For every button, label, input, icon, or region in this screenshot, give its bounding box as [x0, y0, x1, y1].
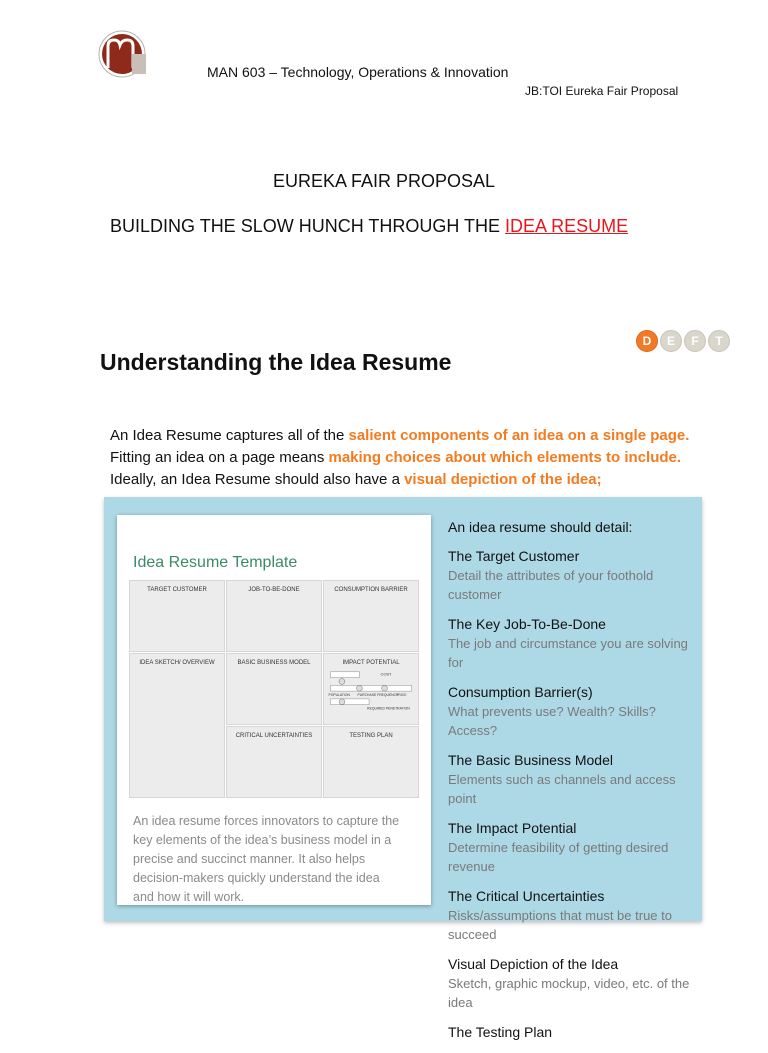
list-item — [448, 615, 698, 672]
list-item — [448, 547, 698, 604]
detail-list — [448, 547, 698, 1053]
item-title: The Impact Potential — [448, 820, 577, 836]
item-title: The Testing Plan — [448, 1024, 553, 1040]
para-text-4: ; — [596, 471, 602, 488]
cell-impact-potential — [323, 653, 419, 725]
impact-label-required-penetration: Required Penetration — [367, 706, 410, 711]
impact-diagram — [324, 666, 418, 724]
deft-badge-f: F — [684, 330, 706, 352]
item-title: The Key Job-To-Be-Done — [448, 616, 606, 632]
item-desc: What prevents use? Wealth? Skills? Access? — [448, 704, 656, 738]
impact-label-price: Price — [396, 692, 407, 697]
impact-label-cost: Cost — [380, 672, 392, 677]
deft-badge-e: E — [660, 330, 682, 352]
impact-label-population: Population — [328, 692, 350, 697]
para-text-1: An Idea Resume captures all of the — [110, 427, 349, 444]
template-description: An idea resume forces innovators to capture the key elements of the idea’s business model in a precise and succinct manner. It also helps decision-makers quickly understand the idea and how it will work. — [133, 814, 400, 904]
list-item — [448, 819, 698, 876]
cell-impact-potential-label: IMPACT POTENTIAL — [342, 660, 400, 666]
intro-paragraph — [110, 425, 710, 491]
cell-consumption-barrier: CONSUMPTION BARRIER — [323, 580, 419, 652]
proposal-subtitle — [110, 216, 628, 237]
item-desc: Risks/assumptions that must be true to succeed — [448, 908, 672, 942]
para-highlight-1: salient components of an idea on a single page. — [348, 427, 690, 444]
cell-target-customer: TARGET CUSTOMER — [129, 580, 225, 652]
list-item — [448, 887, 698, 944]
cell-idea-sketch: IDEA SKETCH/ OVERVIEW — [129, 653, 225, 798]
cell-job-to-be-done: JOB-TO-BE-DONE — [226, 580, 322, 652]
item-title: The Basic Business Model — [448, 752, 613, 768]
deft-badge-d: D — [636, 330, 658, 352]
item-title: The Critical Uncertainties — [448, 888, 605, 904]
item-title: Visual Depiction of the Idea — [448, 956, 619, 972]
template-grid — [129, 580, 419, 798]
list-item — [448, 751, 698, 808]
list-item — [448, 955, 698, 1012]
deft-badges — [636, 330, 730, 352]
item-desc: Elements such as channels and access point — [448, 772, 676, 806]
para-text-3: Ideally, an Idea Resume should also have a — [110, 471, 405, 488]
item-title: Consumption Barrier(s) — [448, 684, 593, 700]
cell-testing-plan: TESTING PLAN — [323, 726, 419, 798]
subtitle-prefix: BUILDING THE SLOW HUNCH THROUGH THE — [110, 216, 506, 236]
item-desc: Sketch, graphic mockup, video, etc. of the idea — [448, 976, 690, 1010]
deft-badge-t: T — [708, 330, 730, 352]
para-highlight-3: visual depiction of the idea — [404, 471, 597, 488]
item-title: The Target Customer — [448, 548, 580, 564]
list-item — [448, 1023, 698, 1042]
document-reference: JB:TOI Eureka Fair Proposal — [525, 84, 679, 98]
cell-basic-business-model: BASIC BUSINESS MODEL — [226, 653, 322, 725]
university-logo-icon — [88, 28, 154, 82]
proposal-title: EUREKA FAIR PROPOSAL — [272, 171, 496, 191]
template-title: Idea Resume Template — [133, 554, 298, 571]
para-highlight-2: making choices about which elements to include. — [328, 449, 682, 466]
impact-label-purchase-frequency: Purchase Frequency — [357, 692, 399, 697]
course-title: MAN 603 – Technology, Operations & Innovation — [207, 64, 509, 80]
item-desc: Detail the attributes of your foothold customer — [448, 568, 654, 602]
item-desc: The job and circumstance you are solving for — [448, 636, 688, 670]
section-heading: Understanding the Idea Resume — [100, 349, 452, 375]
cell-critical-uncertainties: CRITICAL UNCERTAINTIES — [226, 726, 322, 798]
item-desc: Determine feasibility of getting desired revenue — [448, 840, 669, 874]
para-text-2: Fitting an idea on a page means — [110, 449, 329, 466]
list-item — [448, 683, 698, 740]
detail-intro: An idea resume should detail: — [448, 519, 633, 535]
idea-resume-link[interactable]: IDEA RESUME — [505, 216, 629, 236]
